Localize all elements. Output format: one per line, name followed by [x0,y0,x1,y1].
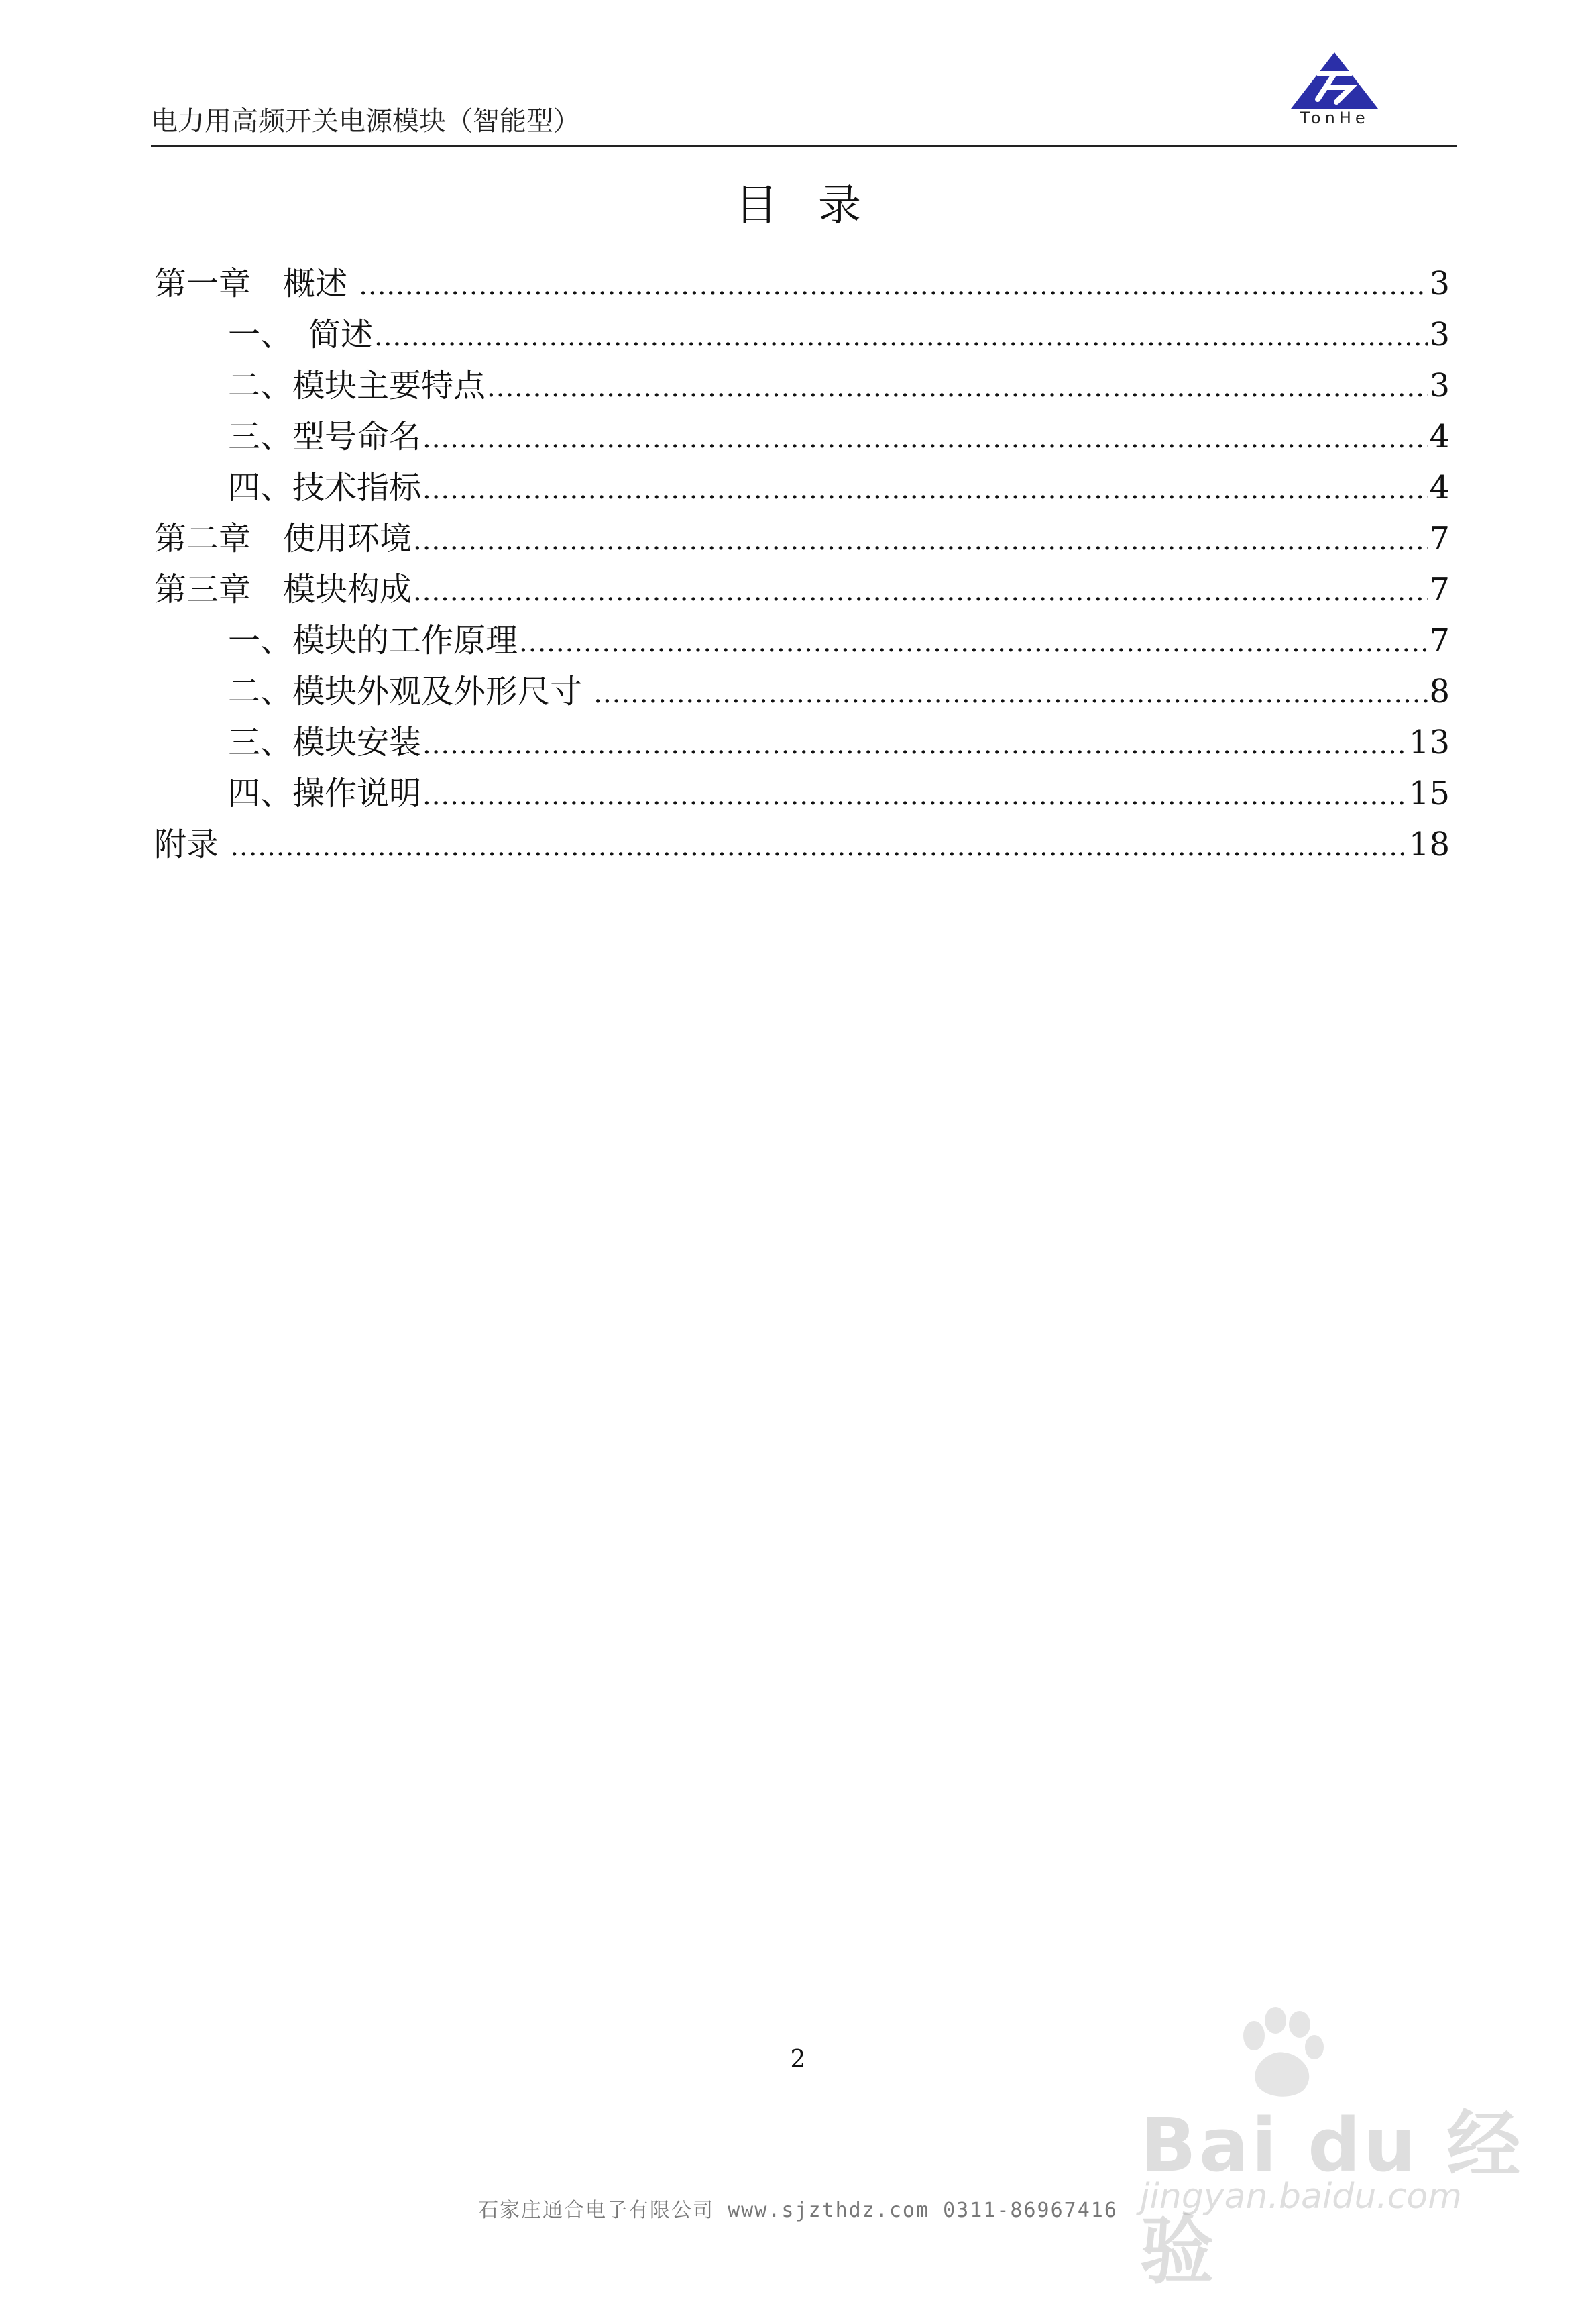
toc-entry-page: 4 [1429,418,1450,455]
toc-entry-page: 18 [1408,826,1450,863]
toc-entry-page: 13 [1408,724,1450,761]
toc-entry-page: 7 [1429,622,1450,659]
toc-leader-dots [487,362,1428,413]
toc-entry-page: 7 [1429,571,1450,608]
toc-entry-label: 三、型号命名 [228,418,422,455]
toc-entry[interactable] [154,564,1450,615]
logo-text: TonHe [1300,109,1369,127]
toc-entry-page: 7 [1429,520,1450,557]
toc-leader-dots [413,515,1428,566]
toc-entry-page: 3 [1429,316,1450,353]
toc-entry-page: 8 [1429,673,1450,710]
page-header [151,101,1457,147]
toc-entry-label: 三、模块安装 [228,724,422,761]
toc-leader-dots [593,668,1428,719]
toc-entry[interactable] [154,666,1450,717]
toc-leader-dots [230,821,1408,872]
toc-entry[interactable] [154,768,1450,819]
toc-leader-dots [422,464,1428,515]
table-of-contents [154,258,1450,870]
header-title: 电力用高频开关电源模块（智能型） [151,106,580,137]
toc-entry-label: 二、模块外观及外形尺寸 [228,673,593,710]
toc-entry[interactable] [154,615,1450,666]
page-number: 2 [790,2046,806,2073]
watermark-brand: Bai du 经验 [1140,2102,1524,2294]
toc-entry-page: 15 [1408,775,1450,812]
toc-entry-label: 第三章 模块构成 [154,571,412,608]
toc-entry[interactable] [154,309,1450,360]
toc-entry[interactable] [154,411,1450,462]
toc-entry[interactable] [154,258,1450,309]
toc-leader-dots [422,413,1428,464]
toc-leader-dots [422,770,1408,821]
toc-leader-dots [374,311,1428,362]
toc-entry-page: 4 [1429,469,1450,506]
watermark-url: jingyan.baidu.com [1140,2177,1462,2217]
toc-leader-dots [359,260,1428,311]
toc-entry-page: 3 [1429,367,1450,404]
toc-entry-label: 第一章 概述 [154,265,358,303]
toc-title: 目录 [735,181,901,231]
toc-entry-label: 第二章 使用环境 [154,520,412,557]
toc-leader-dots [422,719,1408,770]
toc-entry-page: 3 [1429,265,1450,303]
toc-entry[interactable] [154,360,1450,411]
toc-entry[interactable] [154,717,1450,768]
toc-entry[interactable] [154,819,1450,870]
toc-leader-dots [519,617,1428,668]
toc-entry-label: 一、 简述 [228,316,374,353]
toc-entry-label: 四、技术指标 [228,469,422,506]
toc-entry-label: 二、模块主要特点 [228,367,486,404]
toc-entry-label: 一、模块的工作原理 [228,622,518,659]
toc-entry[interactable] [154,462,1450,513]
toc-leader-dots [413,566,1428,617]
toc-entry-label: 附录 [154,826,229,863]
toc-entry-label: 四、操作说明 [228,775,422,812]
toc-entry[interactable] [154,513,1450,564]
page-footer: 石家庄通合电子有限公司 www.sjzthdz.com 0311-86967416 [478,2199,1118,2222]
